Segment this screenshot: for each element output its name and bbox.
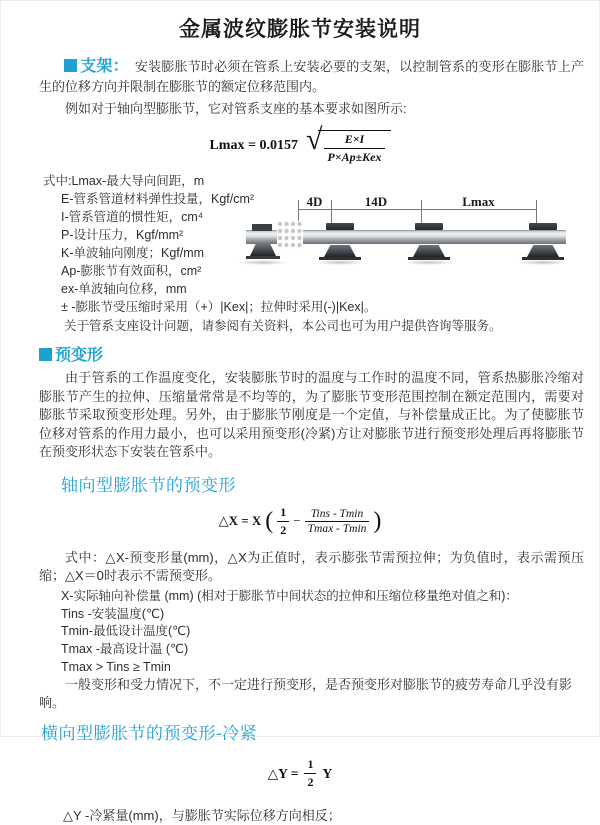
definition-line: K-单波轴向刚度；Kgf/mm [61, 246, 205, 260]
temp-fraction-numerator: Tins - Tmin [305, 508, 370, 522]
lateral-formula-rhs: Y [322, 765, 333, 781]
support-shadow [238, 260, 288, 265]
temp-fraction-denominator: Tmax - Tmin [307, 522, 367, 535]
sqrt-radical [305, 123, 391, 165]
support-shadow [315, 260, 365, 265]
support-spacing-diagram [244, 194, 579, 274]
half-denominator: 2 [280, 522, 287, 537]
axial-subsection-heading: 轴向型膨胀节的预变形 [61, 475, 236, 495]
close-paren: ) [373, 508, 382, 535]
pipe-support-pedestal [324, 245, 356, 257]
minus-operator: − [293, 513, 301, 529]
page-title: 金属波纹膨胀节安装说明 [179, 18, 421, 41]
axial-formula [1, 505, 599, 538]
definition-line: 式中:Lmax-最大导向间距，m [43, 174, 205, 188]
half-denominator: 2 [307, 775, 314, 790]
section-heading-support: 支架： [80, 58, 129, 75]
lateral-formula-lhs: △Y = [267, 765, 299, 781]
lateral-subsection-heading: 横向型膨胀节的预变形-冷紧 [41, 724, 258, 744]
dim-label-4d: 4D [306, 194, 323, 209]
dim-label-lmax: Lmax [462, 194, 495, 209]
axial-formula-lead: △X = X [218, 513, 262, 529]
predeform-section-heading [39, 348, 599, 364]
anchor-base [246, 256, 280, 259]
lmax-formula-numerator: E×I [324, 132, 384, 149]
definition-line: ± -膨胀节受压缩时采用（+）|Kex|；拉伸时采用(-)|Kex|。 [61, 300, 377, 314]
pipe-support-pedestal [413, 245, 445, 257]
definition-line: I-管系管道的惯性矩，cm⁴ [61, 210, 204, 224]
anchor-clamp [252, 224, 272, 231]
lateral-formula [1, 757, 599, 790]
pipe-support-clamp [326, 223, 354, 230]
dim-label-14d: 14D [364, 194, 388, 209]
definition-line: E-管系管道材料弹性投量，Kgf/cm² [61, 192, 255, 206]
pipe-support-pedestal [527, 245, 559, 257]
lmax-formula-lhs: Lmax = 0.0157 [209, 138, 298, 153]
anchor-pedestal [250, 244, 276, 256]
axial-note: 一般变形和受力情况下，不一定进行预变形，是否预变形对膨胀节的疲劳寿命几乎没有影响。 [39, 677, 573, 711]
definition-line: Tmax -最高设计温 (℃) [61, 642, 189, 657]
support-note: 关于管系支座设计问题，请参阅有关资料，本公司也可为用户提供咨询等服务。 [64, 319, 502, 333]
radical-sign: √ [305, 123, 323, 156]
predeform-body: 由于管系的工作温度变化，安装膨胀节时的温度与工作时的温度不同，管系热膨胀冷缩对膨胀节产生的拉伸、压缩量常常是不均等的，为了膨胀节变形范围控制在额定范围内，需要对膨胀节采取预变形处理。另外，由于膨胀节刚度是一个定值，与补偿量成正比。为了使膨胀节位移对管系的作用力最小，也可以采用预变形(冷紧)方让对膨胀节进行预变形处理后再将膨胀节在预变形状态下安装在管系中。 [39, 370, 584, 460]
definition-line: P-设计压力，Kgf/mm² [61, 228, 184, 242]
support-intro-paragraph [39, 57, 584, 97]
support-shadow [518, 260, 568, 265]
pipe-support-clamp [415, 223, 443, 230]
support-example-line: 例如对于轴向型膨胀节，它对管系支座的基本要求如图所示: [65, 101, 407, 116]
lmax-formula [1, 123, 599, 165]
half-numerator: 1 [277, 505, 289, 522]
support-intro-text: 安装膨胀节时必须在管系上安装必要的支架，以控制管系的变形在膨胀节上产生的位移方向并限制在膨胀节的额定位移范围内。 [39, 59, 584, 94]
half-numerator: 1 [304, 757, 316, 774]
lmax-formula-denominator: P×Ap±Kex [327, 150, 382, 164]
dimension-line [298, 209, 536, 210]
open-paren: ( [265, 508, 274, 535]
section-heading-predeform: 预变形 [55, 347, 104, 364]
axial-definitions-list [1, 588, 599, 677]
definition-line: ex-单波轴向位移，mm [61, 282, 187, 296]
pipe-support-clamp [529, 223, 557, 230]
axial-explain: 式中：△X-预变形量(mm)，△X为正值时，表示膨张节需预拉伸；为负值时，表示需预压缩；△X＝0时表示不需预变形。 [39, 549, 584, 584]
lateral-note: △Y -冷紧量(mm)，与膨胀节实际位移方向相反； [63, 808, 341, 824]
section-bullet-icon [39, 348, 52, 361]
definition-line: Ap-膨胀节有效面积，cm² [61, 264, 202, 278]
definition-line: Tmin-最低设计温度(℃) [61, 624, 191, 639]
support-shadow [404, 260, 454, 265]
definition-line: X-实际轴向补偿量 (mm) (相对于膨胀节中间状态的拉伸和压缩位移量绝对值之和)： [61, 588, 518, 603]
definition-line: Tmax > Tins ≥ Tmin [61, 659, 171, 674]
definition-line: Tins -安装温度(℃) [61, 606, 165, 621]
bellows-joint [277, 221, 303, 249]
section-bullet-icon [64, 59, 77, 72]
